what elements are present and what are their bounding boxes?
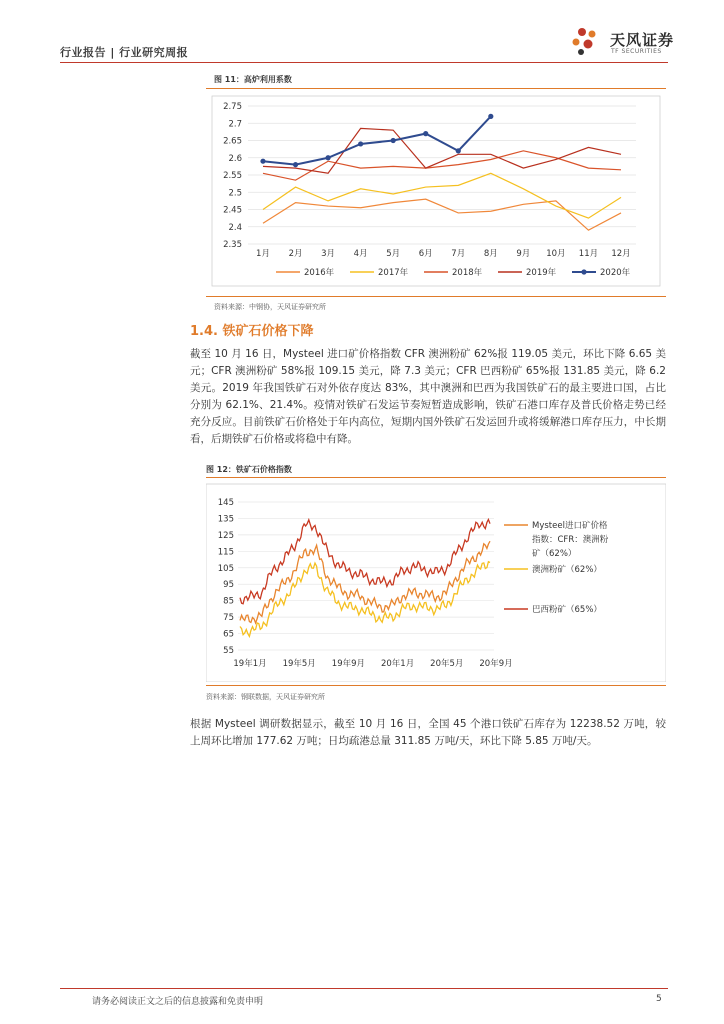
- chart1-y-tick: 2.4: [228, 222, 242, 233]
- chart1-point: [260, 159, 265, 164]
- footer-divider: [60, 988, 668, 989]
- chart2-y-tick: 145: [217, 498, 234, 508]
- header-divider: [60, 62, 668, 63]
- figure-11-bottom-rule: [206, 296, 666, 297]
- figure-11-title: 图 11：高炉利用系数: [214, 75, 292, 84]
- figure-12-source: 资料来源：钢联数据，天风证券研究所: [206, 693, 325, 701]
- chart1-point: [325, 155, 330, 160]
- chart1-point: [391, 138, 396, 143]
- chart1-y-tick: 2.5: [228, 188, 242, 199]
- chart2-x-tick: 19年1月: [233, 659, 267, 669]
- figure-11-top-rule: [206, 88, 666, 89]
- chart1-x-tick: 7月: [451, 249, 466, 259]
- chart2-x-tick: 19年9月: [331, 659, 366, 669]
- paragraph-iron-ore-price: [190, 346, 666, 448]
- chart1-x-tick: 1月: [256, 249, 270, 259]
- figure-12-title: 图 12：铁矿石价格指数: [206, 465, 292, 474]
- chart1-x-tick: 4月: [353, 249, 368, 259]
- brand-logo-icon: [568, 24, 608, 60]
- chart1-x-tick: 5月: [386, 249, 401, 259]
- chart1-x-tick: 11月: [578, 249, 599, 259]
- chart2-series-line: [240, 520, 490, 604]
- chart2-y-tick: 125: [217, 530, 234, 541]
- chart2-x-tick: 20年9月: [479, 659, 513, 669]
- chart1-y-tick: 2.55: [223, 171, 242, 181]
- brand-name-en: TF SECURITIES: [611, 48, 662, 55]
- figure-12-bottom-rule: [206, 685, 666, 686]
- logo-petal-4: [584, 40, 593, 49]
- chart2-y-tick: 65: [223, 629, 234, 640]
- page-number: 5: [656, 994, 662, 1004]
- chart2-y-tick: 55: [223, 646, 234, 656]
- chart2-x-tick: 19年5月: [282, 659, 316, 669]
- chart2-y-tick: 135: [217, 514, 234, 525]
- chart2-legend-label: Mysteel进口矿价格: [532, 521, 608, 531]
- chart1-legend-label: 2020年: [600, 268, 631, 278]
- paragraph-1-text: 截至 10 月 16 日，Mysteel 进口矿价格指数 CFR 澳洲粉矿 62%报 119.05 美元，环比下降 6.65 美元；CFR 澳洲粉矿 58%报 109.15 美元，降 7.3 美元；CFR 巴西粉矿 65%报 131.85 美元，降 6.2 美元。2019 年我国铁矿石对外依存度达 83%，其中澳洲和巴西为我国铁矿石的最主要进口国，占比分别为 62.1%、21.4%。疫情对铁矿石发运节奏短暂造成影响，铁矿石港口库存及普氏价格走势已经充分反应。目前铁矿石价格处于年内高位，短期内国外铁矿石发运回升或将缓解港口库存压力，中长期看，后期铁矿石价格或将稳中有降。: [190, 348, 666, 445]
- section-title: 1.4. 铁矿石价格下降: [190, 324, 314, 339]
- chart1-x-tick: 6月: [418, 249, 433, 259]
- chart1-point: [456, 148, 461, 153]
- chart2-x-tick: 20年1月: [380, 659, 415, 669]
- chart1-point: [358, 141, 363, 146]
- chart1-x-tick: 2月: [288, 249, 303, 259]
- chart2-legend-label: 巴西粉矿（65%）: [532, 605, 602, 615]
- chart1-x-tick: 3月: [321, 249, 336, 259]
- logo-petal-5: [578, 49, 584, 55]
- chart1-x-tick: 9月: [516, 249, 531, 259]
- figure-11-source: 资料来源：中钢协，天风证券研究所: [214, 303, 326, 311]
- chart2-series-line: [240, 562, 490, 637]
- chart1-legend-label: 2018年: [452, 268, 483, 278]
- chart1-legend-label: 2017年: [378, 268, 409, 278]
- chart1-y-tick: 2.35: [223, 240, 242, 250]
- chart2-legend-label: 矿（62%）: [532, 549, 577, 559]
- chart2-y-tick: 105: [217, 563, 234, 574]
- chart1-x-tick: 12月: [611, 249, 631, 259]
- chart2-legend-label: 指数：CFR：澳洲粉: [532, 535, 609, 545]
- chart1-x-tick: 10月: [546, 249, 566, 259]
- iron-ore-price-chart: [206, 482, 666, 682]
- logo-petal-2: [589, 31, 596, 38]
- chart1-legend-label: 2019年: [526, 268, 557, 278]
- figure-12-top-rule: [206, 477, 666, 478]
- chart1-point: [423, 131, 428, 136]
- report-header: 行业报告 | 行业研究周报: [60, 46, 189, 59]
- logo-petal-1: [578, 28, 586, 36]
- chart1-y-tick: 2.6: [228, 153, 242, 164]
- chart2-frame: [206, 484, 666, 682]
- chart1-y-tick: 2.7: [228, 119, 242, 130]
- chart1-y-tick: 2.75: [223, 102, 242, 112]
- chart1-y-tick: 2.45: [223, 205, 242, 216]
- chart2-x-tick: 20年5月: [430, 659, 464, 669]
- chart2-y-tick: 85: [223, 596, 234, 607]
- chart1-legend-marker: [581, 269, 586, 274]
- chart1-x-tick: 8月: [483, 249, 498, 259]
- chart1-legend-label: 2016年: [304, 268, 335, 278]
- paragraph-2-text: 根据 Mysteel 调研数据显示，截至 10 月 16 日，全国 45 个港口铁矿石库存为 12238.52 万吨，较上周环比增加 177.62 万吨；日均疏港总量 311.85 万吨/天，环比下降 5.85 万吨/天。: [190, 718, 666, 747]
- footer-disclaimer: 请务必阅读正文之后的信息披露和免责申明: [92, 997, 264, 1007]
- chart2-legend-label: 澳洲粉矿（62%）: [532, 565, 602, 575]
- chart1-point: [488, 114, 493, 119]
- chart2-y-tick: 115: [217, 547, 234, 558]
- blast-furnace-chart: [206, 92, 666, 292]
- brand-name: 天风证券: [610, 31, 675, 49]
- chart2-y-tick: 75: [223, 613, 234, 624]
- paragraph-port-inventory: [190, 716, 666, 750]
- chart1-series-line: [263, 199, 621, 230]
- logo-petal-3: [573, 39, 580, 46]
- chart1-y-tick: 2.65: [223, 136, 242, 147]
- chart2-y-tick: 95: [223, 580, 234, 591]
- chart1-point: [293, 162, 298, 167]
